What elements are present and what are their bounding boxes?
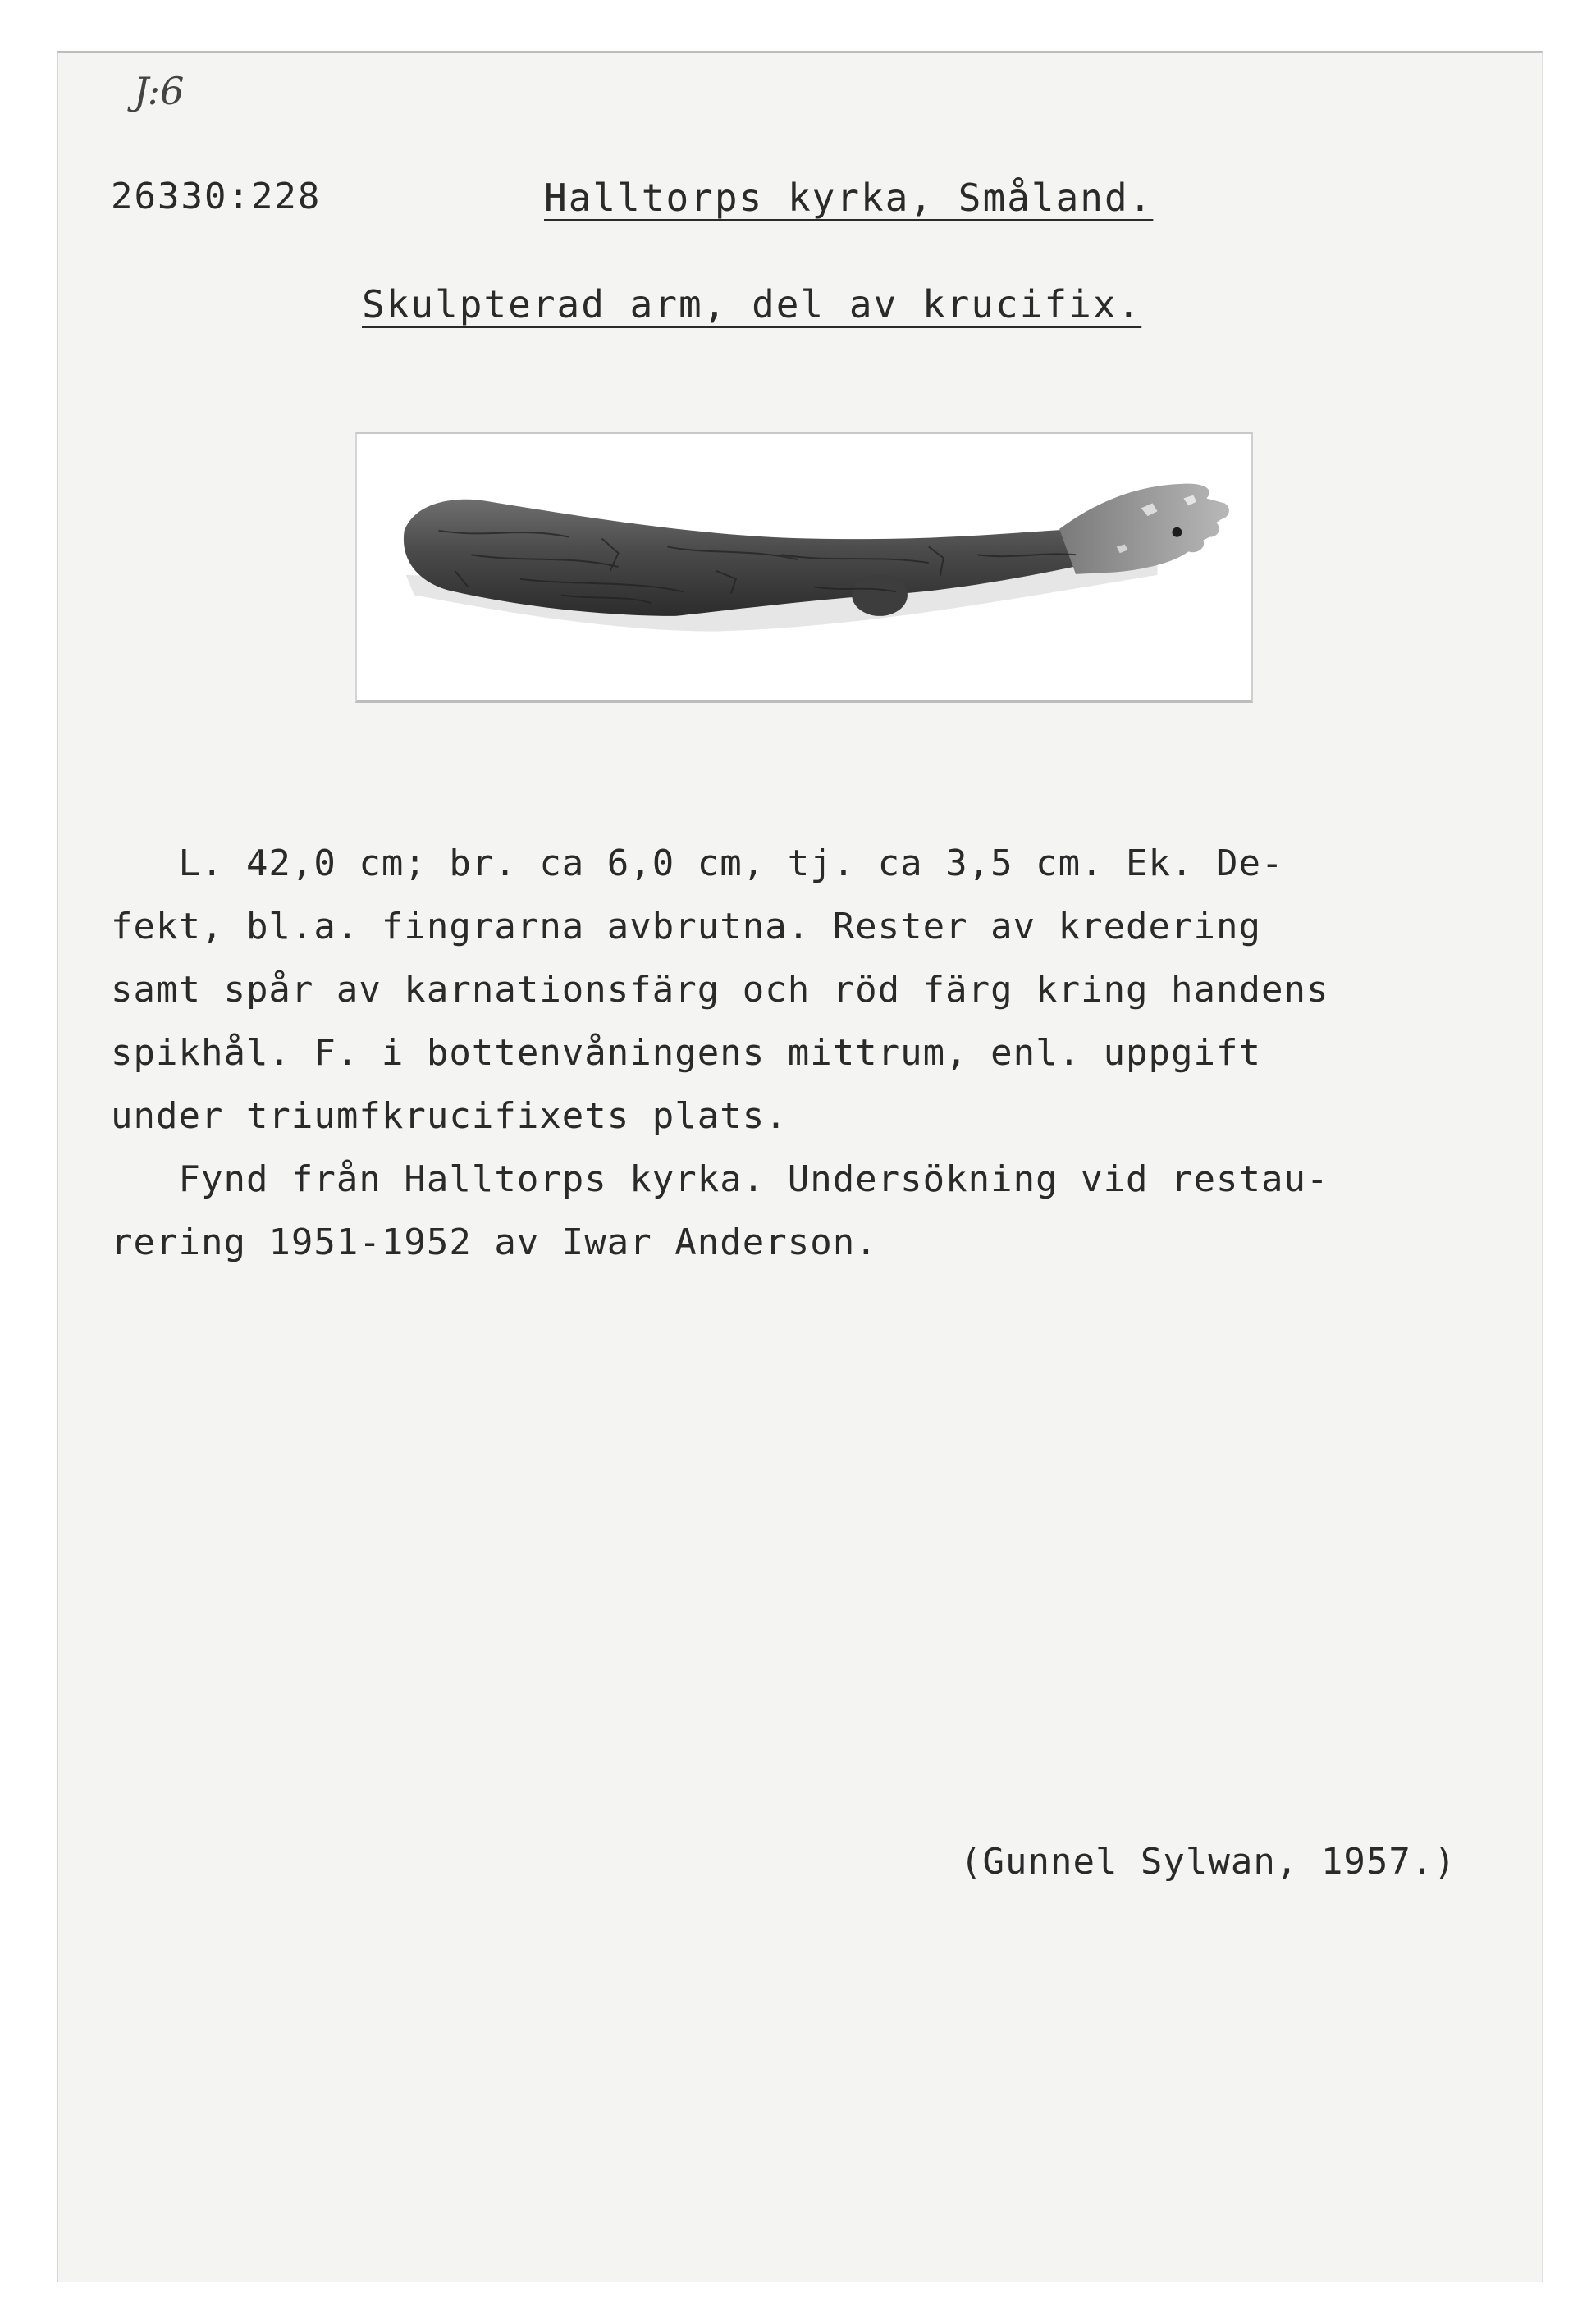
description-line: spikhål. F. i bottenvåningens mittrum, enl. uppgift <box>111 1032 1262 1074</box>
description-line: samt spår av karnationsfärg och röd färg kring handens <box>111 969 1329 1011</box>
handwritten-mark: J:6 <box>134 69 185 113</box>
catalog-card <box>57 51 1543 2282</box>
object-photograph <box>355 432 1253 703</box>
object-description <box>111 832 1539 1274</box>
location-heading: Halltorps kyrka, Småland. <box>544 176 1154 220</box>
description-line: Fynd från Halltorps kyrka. Undersökning vid restau- <box>111 1158 1329 1200</box>
catalog-number: 26330:228 <box>111 176 322 217</box>
object-heading: Skulpterad arm, del av krucifix. <box>362 282 1142 326</box>
description-line: under triumfkrucifixets plats. <box>111 1095 788 1137</box>
description-line: rering 1951-1952 av Iwar Anderson. <box>111 1221 878 1263</box>
carved-arm-image <box>357 434 1251 700</box>
description-line: fekt, bl.a. fingrarna avbrutna. Rester av kredering <box>111 906 1262 947</box>
author-signature: (Gunnel Sylwan, 1957.) <box>960 1841 1456 1883</box>
description-line: L. 42,0 cm; br. ca 6,0 cm, tj. ca 3,5 cm. Ek. De- <box>111 842 1284 884</box>
